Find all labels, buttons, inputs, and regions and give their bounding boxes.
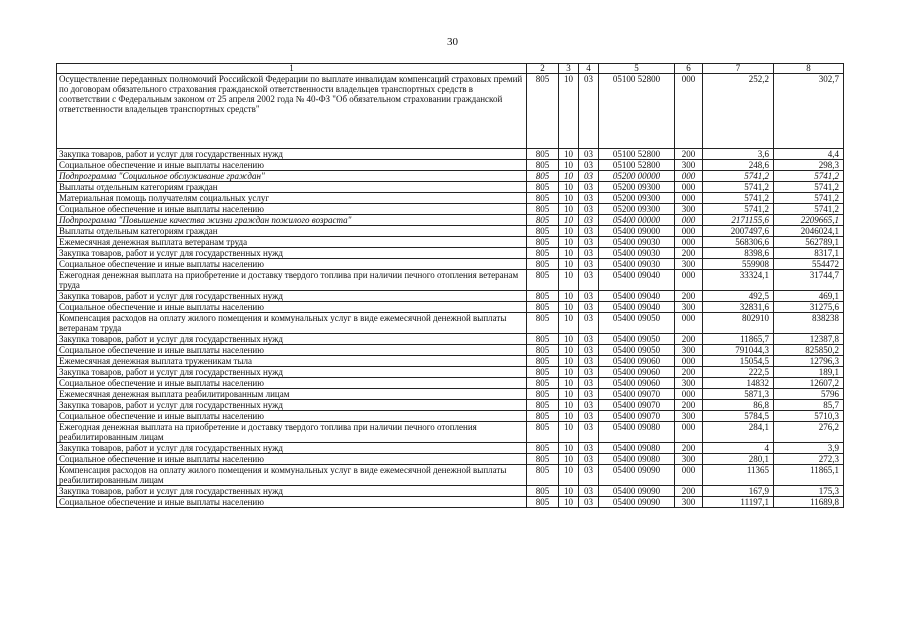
table-row: [57, 465, 844, 486]
cell-ministry-code: 805: [527, 193, 559, 204]
cell-ministry-code: 805: [527, 270, 559, 291]
cell-subsection-code: 03: [579, 411, 599, 422]
cell-amount-year2: 5741,2: [774, 182, 844, 193]
cell-amount-year2: 5741,2: [774, 204, 844, 215]
row-name-cell: Выплаты отдельным категориям граждан: [57, 182, 527, 193]
cell-amount-year1: 248,6: [703, 160, 774, 171]
cell-amount-year2: 85,7: [774, 400, 844, 411]
cell-section-code: 10: [559, 215, 579, 226]
row-name-cell: Выплаты отдельным категориям граждан: [57, 226, 527, 237]
table-row: [57, 149, 844, 160]
cell-ministry-code: 805: [527, 237, 559, 248]
cell-expense-type: 000: [675, 171, 703, 182]
cell-section-code: 10: [559, 149, 579, 160]
cell-expense-type: 000: [675, 389, 703, 400]
cell-ministry-code: 805: [527, 400, 559, 411]
row-name-cell: Осуществление переданных полномочий Российской Федерации по выплате инвалидам компенсаций страховых премий по договорам обязательного страхования гражданской ответственности владельцев транспортных средств в соответствии с Федеральным законом от 25 апреля 2002 года № 40-ФЗ "Об обязательном страховании гражданской ответственности владельцев транспортных средств": [57, 74, 527, 149]
cell-target-code: 05400 09050: [599, 334, 675, 345]
row-name-cell: Социальное обеспечение и иные выплаты населению: [57, 302, 527, 313]
column-header: 7: [703, 64, 774, 74]
cell-amount-year2: 3,9: [774, 443, 844, 454]
cell-subsection-code: 03: [579, 334, 599, 345]
cell-expense-type: 000: [675, 270, 703, 291]
cell-target-code: 05400 09030: [599, 248, 675, 259]
cell-amount-year2: 5796: [774, 389, 844, 400]
cell-target-code: 05400 09060: [599, 378, 675, 389]
cell-expense-type: 200: [675, 334, 703, 345]
cell-amount-year1: 802910: [703, 313, 774, 334]
cell-subsection-code: 03: [579, 226, 599, 237]
cell-subsection-code: 03: [579, 160, 599, 171]
table-row: [57, 302, 844, 313]
cell-subsection-code: 03: [579, 486, 599, 497]
row-name-cell: Закупка товаров, работ и услуг для государственных нужд: [57, 334, 527, 345]
table-row: [57, 411, 844, 422]
cell-amount-year2: 5710,3: [774, 411, 844, 422]
cell-section-code: 10: [559, 411, 579, 422]
cell-amount-year1: 5741,2: [703, 204, 774, 215]
cell-target-code: 05400 09080: [599, 443, 675, 454]
cell-amount-year1: 568306,6: [703, 237, 774, 248]
cell-amount-year2: 2046024,1: [774, 226, 844, 237]
cell-ministry-code: 805: [527, 248, 559, 259]
cell-subsection-code: 03: [579, 215, 599, 226]
column-header: 2: [527, 64, 559, 74]
table-body: [57, 74, 844, 508]
cell-amount-year2: 8317,1: [774, 248, 844, 259]
table-row: [57, 215, 844, 226]
cell-section-code: 10: [559, 334, 579, 345]
cell-section-code: 10: [559, 367, 579, 378]
cell-amount-year1: 284,1: [703, 422, 774, 443]
page-number: 30: [447, 36, 458, 48]
row-name-cell: Закупка товаров, работ и услуг для государственных нужд: [57, 443, 527, 454]
cell-amount-year2: 12607,2: [774, 378, 844, 389]
cell-subsection-code: 03: [579, 182, 599, 193]
cell-section-code: 10: [559, 74, 579, 149]
row-name-cell: Закупка товаров, работ и услуг для государственных нужд: [57, 400, 527, 411]
table-row: [57, 497, 844, 508]
cell-amount-year1: 492,5: [703, 291, 774, 302]
cell-subsection-code: 03: [579, 302, 599, 313]
row-name-cell: Социальное обеспечение и иные выплаты населению: [57, 160, 527, 171]
cell-amount-year1: 11197,1: [703, 497, 774, 508]
cell-target-code: 05400 09080: [599, 454, 675, 465]
table-header-row: [57, 64, 844, 74]
cell-amount-year1: 8398,6: [703, 248, 774, 259]
cell-expense-type: 300: [675, 204, 703, 215]
cell-amount-year1: 5741,2: [703, 182, 774, 193]
table-row: [57, 226, 844, 237]
cell-subsection-code: 03: [579, 378, 599, 389]
cell-target-code: 05400 09040: [599, 291, 675, 302]
cell-amount-year1: 14832: [703, 378, 774, 389]
cell-ministry-code: 805: [527, 149, 559, 160]
table-row: [57, 356, 844, 367]
cell-target-code: 05100 52800: [599, 74, 675, 149]
cell-target-code: 05100 52800: [599, 149, 675, 160]
cell-section-code: 10: [559, 204, 579, 215]
cell-amount-year1: 4: [703, 443, 774, 454]
table-row: [57, 270, 844, 291]
cell-subsection-code: 03: [579, 454, 599, 465]
cell-expense-type: 200: [675, 149, 703, 160]
cell-section-code: 10: [559, 171, 579, 182]
row-name-cell: Материальная помощь получателям социальных услуг: [57, 193, 527, 204]
cell-subsection-code: 03: [579, 193, 599, 204]
row-name-cell: Ежемесячная денежная выплата реабилитированным лицам: [57, 389, 527, 400]
cell-ministry-code: 805: [527, 345, 559, 356]
cell-section-code: 10: [559, 226, 579, 237]
cell-ministry-code: 805: [527, 160, 559, 171]
cell-target-code: 05400 09090: [599, 486, 675, 497]
cell-expense-type: 200: [675, 291, 703, 302]
cell-section-code: 10: [559, 400, 579, 411]
cell-section-code: 10: [559, 486, 579, 497]
row-name-cell: Подпрограмма "Социальное обслуживание граждан": [57, 171, 527, 182]
cell-section-code: 10: [559, 497, 579, 508]
cell-expense-type: 200: [675, 367, 703, 378]
cell-subsection-code: 03: [579, 422, 599, 443]
cell-ministry-code: 805: [527, 443, 559, 454]
table-row: [57, 74, 844, 149]
table-row: [57, 237, 844, 248]
row-name-cell: Социальное обеспечение и иные выплаты населению: [57, 378, 527, 389]
cell-ministry-code: 805: [527, 226, 559, 237]
table-row: [57, 313, 844, 334]
cell-ministry-code: 805: [527, 486, 559, 497]
cell-amount-year1: 222,5: [703, 367, 774, 378]
cell-subsection-code: 03: [579, 345, 599, 356]
cell-amount-year1: 3,6: [703, 149, 774, 160]
table-row: [57, 248, 844, 259]
cell-ministry-code: 805: [527, 378, 559, 389]
cell-expense-type: 200: [675, 486, 703, 497]
cell-target-code: 05400 09060: [599, 356, 675, 367]
cell-amount-year2: 5741,2: [774, 193, 844, 204]
cell-subsection-code: 03: [579, 259, 599, 270]
cell-ministry-code: 805: [527, 291, 559, 302]
table-row: [57, 259, 844, 270]
cell-amount-year1: 2171155,6: [703, 215, 774, 226]
table-row: [57, 367, 844, 378]
column-header: 4: [579, 64, 599, 74]
column-header: 6: [675, 64, 703, 74]
cell-section-code: 10: [559, 345, 579, 356]
cell-expense-type: 200: [675, 400, 703, 411]
cell-amount-year1: 280,1: [703, 454, 774, 465]
cell-section-code: 10: [559, 302, 579, 313]
cell-expense-type: 300: [675, 345, 703, 356]
cell-expense-type: 300: [675, 302, 703, 313]
cell-ministry-code: 805: [527, 302, 559, 313]
cell-amount-year1: 33324,1: [703, 270, 774, 291]
cell-section-code: 10: [559, 389, 579, 400]
cell-target-code: 05100 52800: [599, 160, 675, 171]
cell-subsection-code: 03: [579, 389, 599, 400]
cell-section-code: 10: [559, 454, 579, 465]
row-name-cell: Закупка товаров, работ и услуг для государственных нужд: [57, 367, 527, 378]
row-name-cell: Закупка товаров, работ и услуг для государственных нужд: [57, 149, 527, 160]
cell-amount-year1: 252,2: [703, 74, 774, 149]
cell-subsection-code: 03: [579, 465, 599, 486]
cell-expense-type: 200: [675, 443, 703, 454]
row-name-cell: Подпрограмма "Повышение качества жизни граждан пожилого возраста": [57, 215, 527, 226]
row-name-cell: Ежегодная денежная выплата на приобретение и доставку твердого топлива при наличии печного отопления ветеранам труда: [57, 270, 527, 291]
cell-amount-year2: 838238: [774, 313, 844, 334]
cell-section-code: 10: [559, 291, 579, 302]
cell-ministry-code: 805: [527, 356, 559, 367]
cell-target-code: 05400 09050: [599, 313, 675, 334]
row-name-cell: Закупка товаров, работ и услуг для государственных нужд: [57, 486, 527, 497]
cell-expense-type: 000: [675, 422, 703, 443]
cell-ministry-code: 805: [527, 204, 559, 215]
row-name-cell: Социальное обеспечение и иные выплаты населению: [57, 454, 527, 465]
cell-amount-year1: 2007497,6: [703, 226, 774, 237]
cell-expense-type: 000: [675, 193, 703, 204]
cell-expense-type: 000: [675, 182, 703, 193]
cell-section-code: 10: [559, 378, 579, 389]
cell-amount-year2: 469,1: [774, 291, 844, 302]
cell-amount-year2: 2209665,1: [774, 215, 844, 226]
cell-expense-type: 300: [675, 378, 703, 389]
cell-section-code: 10: [559, 270, 579, 291]
cell-amount-year1: 5784,5: [703, 411, 774, 422]
cell-expense-type: 000: [675, 226, 703, 237]
cell-subsection-code: 03: [579, 356, 599, 367]
table-row: [57, 486, 844, 497]
cell-target-code: 05400 09030: [599, 259, 675, 270]
row-name-cell: Социальное обеспечение и иные выплаты населению: [57, 204, 527, 215]
cell-target-code: 05400 09040: [599, 302, 675, 313]
cell-amount-year2: 12387,8: [774, 334, 844, 345]
table-row: [57, 422, 844, 443]
cell-target-code: 05400 09060: [599, 367, 675, 378]
cell-ministry-code: 805: [527, 182, 559, 193]
cell-amount-year2: 554472: [774, 259, 844, 270]
cell-subsection-code: 03: [579, 443, 599, 454]
cell-target-code: 05400 09070: [599, 400, 675, 411]
cell-ministry-code: 805: [527, 389, 559, 400]
cell-amount-year1: 5871,3: [703, 389, 774, 400]
row-name-cell: Компенсация расходов на оплату жилого помещения и коммунальных услуг в виде ежемесячной денежной выплаты реабилитированным лицам: [57, 465, 527, 486]
cell-subsection-code: 03: [579, 237, 599, 248]
cell-subsection-code: 03: [579, 149, 599, 160]
cell-expense-type: 000: [675, 356, 703, 367]
cell-expense-type: 000: [675, 313, 703, 334]
table-row: [57, 182, 844, 193]
cell-subsection-code: 03: [579, 367, 599, 378]
cell-section-code: 10: [559, 193, 579, 204]
cell-expense-type: 300: [675, 160, 703, 171]
cell-amount-year1: 11865,7: [703, 334, 774, 345]
cell-target-code: 05400 09070: [599, 389, 675, 400]
table-row: [57, 443, 844, 454]
column-header: 5: [599, 64, 675, 74]
cell-ministry-code: 805: [527, 313, 559, 334]
cell-expense-type: 300: [675, 411, 703, 422]
row-name-cell: Закупка товаров, работ и услуг для государственных нужд: [57, 248, 527, 259]
cell-section-code: 10: [559, 237, 579, 248]
cell-amount-year2: 12796,3: [774, 356, 844, 367]
cell-amount-year1: 5741,2: [703, 171, 774, 182]
cell-section-code: 10: [559, 443, 579, 454]
cell-ministry-code: 805: [527, 334, 559, 345]
cell-ministry-code: 805: [527, 171, 559, 182]
cell-ministry-code: 805: [527, 465, 559, 486]
cell-amount-year1: 15054,5: [703, 356, 774, 367]
column-header: 8: [774, 64, 844, 74]
cell-expense-type: 000: [675, 74, 703, 149]
cell-amount-year2: 302,7: [774, 74, 844, 149]
cell-section-code: 10: [559, 160, 579, 171]
cell-amount-year1: 791044,3: [703, 345, 774, 356]
table-row: [57, 345, 844, 356]
cell-expense-type: 000: [675, 237, 703, 248]
cell-amount-year2: 298,3: [774, 160, 844, 171]
cell-ministry-code: 805: [527, 367, 559, 378]
cell-subsection-code: 03: [579, 497, 599, 508]
cell-target-code: 05400 09000: [599, 226, 675, 237]
table-row: [57, 389, 844, 400]
cell-subsection-code: 03: [579, 248, 599, 259]
cell-ministry-code: 805: [527, 411, 559, 422]
cell-amount-year2: 5741,2: [774, 171, 844, 182]
cell-section-code: 10: [559, 356, 579, 367]
table-row: [57, 171, 844, 182]
cell-subsection-code: 03: [579, 313, 599, 334]
cell-amount-year1: 559908: [703, 259, 774, 270]
table-row: [57, 378, 844, 389]
cell-amount-year2: 562789,1: [774, 237, 844, 248]
cell-target-code: 05400 09030: [599, 237, 675, 248]
cell-subsection-code: 03: [579, 171, 599, 182]
cell-amount-year1: 32831,6: [703, 302, 774, 313]
cell-amount-year2: 189,1: [774, 367, 844, 378]
row-name-cell: Ежемесячная денежная выплата ветеранам труда: [57, 237, 527, 248]
table-row: [57, 193, 844, 204]
cell-target-code: 05200 09300: [599, 193, 675, 204]
row-name-cell: Социальное обеспечение и иные выплаты населению: [57, 411, 527, 422]
budget-table: [56, 63, 844, 508]
cell-amount-year2: 31275,6: [774, 302, 844, 313]
cell-section-code: 10: [559, 313, 579, 334]
cell-amount-year2: 11865,1: [774, 465, 844, 486]
cell-section-code: 10: [559, 465, 579, 486]
cell-amount-year2: 31744,7: [774, 270, 844, 291]
cell-ministry-code: 805: [527, 74, 559, 149]
cell-amount-year2: 11689,8: [774, 497, 844, 508]
cell-amount-year1: 11365: [703, 465, 774, 486]
cell-expense-type: 300: [675, 259, 703, 270]
cell-ministry-code: 805: [527, 497, 559, 508]
cell-ministry-code: 805: [527, 454, 559, 465]
cell-target-code: 05400 09080: [599, 422, 675, 443]
cell-amount-year1: 167,9: [703, 486, 774, 497]
cell-expense-type: 300: [675, 497, 703, 508]
cell-target-code: 05400 09040: [599, 270, 675, 291]
table-row: [57, 291, 844, 302]
cell-amount-year2: 4,4: [774, 149, 844, 160]
cell-amount-year2: 272,3: [774, 454, 844, 465]
cell-target-code: 05400 00000: [599, 215, 675, 226]
cell-section-code: 10: [559, 182, 579, 193]
cell-target-code: 05200 09300: [599, 204, 675, 215]
table-row: [57, 334, 844, 345]
row-name-cell: Компенсация расходов на оплату жилого помещения и коммунальных услуг в виде ежемесячной денежной выплаты ветеранам труда: [57, 313, 527, 334]
cell-subsection-code: 03: [579, 204, 599, 215]
cell-target-code: 05200 09300: [599, 182, 675, 193]
cell-expense-type: 300: [675, 454, 703, 465]
cell-ministry-code: 805: [527, 215, 559, 226]
cell-amount-year2: 276,2: [774, 422, 844, 443]
cell-expense-type: 200: [675, 248, 703, 259]
cell-ministry-code: 805: [527, 422, 559, 443]
table-row: [57, 400, 844, 411]
cell-amount-year1: 5741,2: [703, 193, 774, 204]
cell-subsection-code: 03: [579, 400, 599, 411]
row-name-cell: Ежегодная денежная выплата на приобретение и доставку твердого топлива при наличии печного отопления реабилитированным лицам: [57, 422, 527, 443]
cell-section-code: 10: [559, 422, 579, 443]
row-name-cell: Социальное обеспечение и иные выплаты населению: [57, 259, 527, 270]
table-row: [57, 160, 844, 171]
cell-target-code: 05400 09090: [599, 497, 675, 508]
cell-expense-type: 000: [675, 215, 703, 226]
cell-ministry-code: 805: [527, 259, 559, 270]
row-name-cell: Социальное обеспечение и иные выплаты населению: [57, 345, 527, 356]
column-header: 3: [559, 64, 579, 74]
cell-target-code: 05400 09070: [599, 411, 675, 422]
table-row: [57, 204, 844, 215]
row-name-cell: Социальное обеспечение и иные выплаты населению: [57, 497, 527, 508]
cell-subsection-code: 03: [579, 291, 599, 302]
cell-target-code: 05400 09050: [599, 345, 675, 356]
cell-subsection-code: 03: [579, 270, 599, 291]
row-name-cell: Закупка товаров, работ и услуг для государственных нужд: [57, 291, 527, 302]
cell-subsection-code: 03: [579, 74, 599, 149]
cell-target-code: 05200 00000: [599, 171, 675, 182]
cell-amount-year1: 86,8: [703, 400, 774, 411]
cell-target-code: 05400 09090: [599, 465, 675, 486]
row-name-cell: Ежемесячная денежная выплата труженикам тыла: [57, 356, 527, 367]
cell-section-code: 10: [559, 259, 579, 270]
table-row: [57, 454, 844, 465]
column-header: 1: [57, 64, 527, 74]
cell-expense-type: 000: [675, 465, 703, 486]
cell-amount-year2: 175,3: [774, 486, 844, 497]
cell-amount-year2: 825850,2: [774, 345, 844, 356]
cell-section-code: 10: [559, 248, 579, 259]
